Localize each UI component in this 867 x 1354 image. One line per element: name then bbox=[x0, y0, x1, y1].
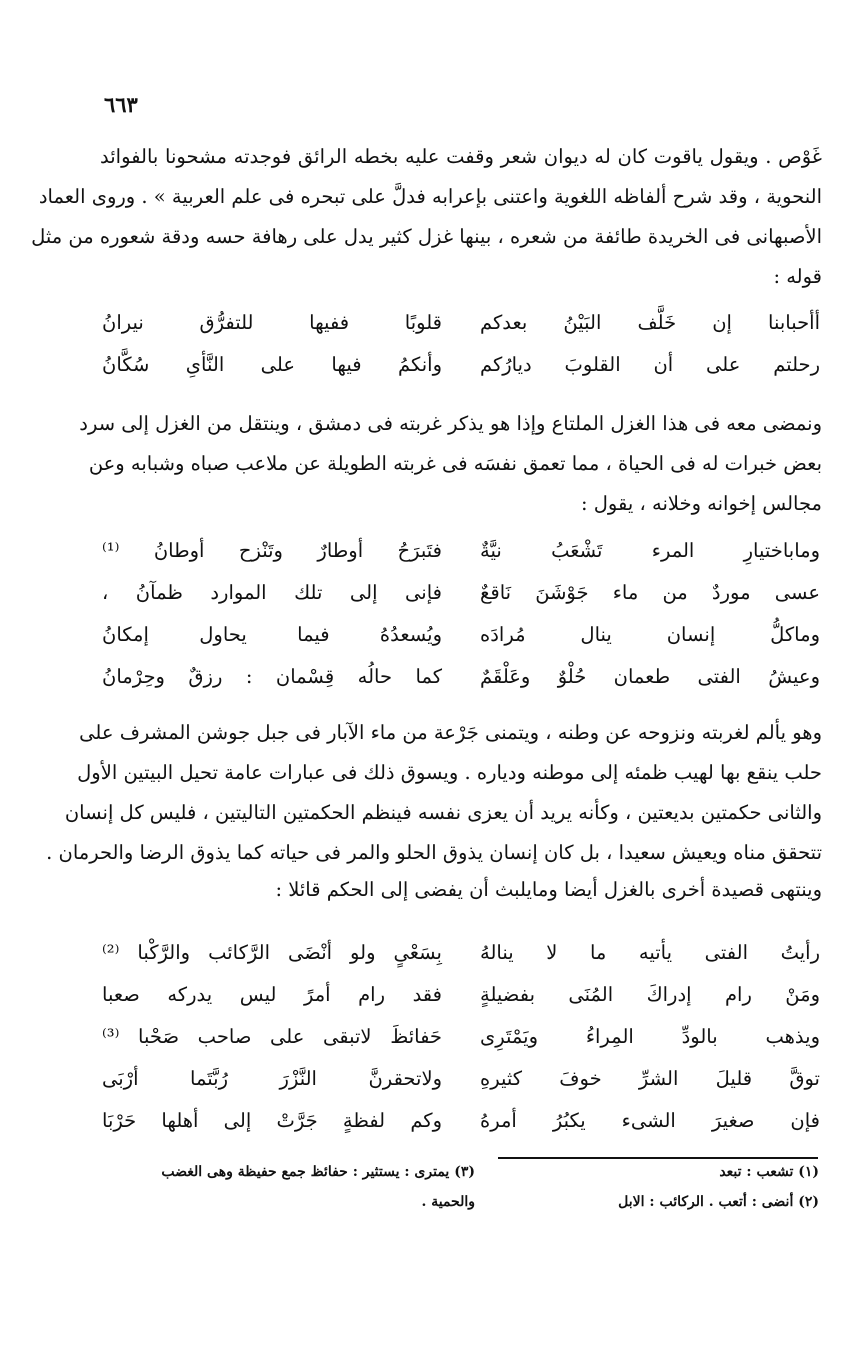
verse-first-hemistich: ومَنْ رام إدراكَ المُنَى بفضيلةٍ bbox=[480, 983, 820, 1006]
footnote-1: (١) تشعب : تبعد bbox=[719, 1164, 819, 1180]
verse-second-hemistich: بِسَعْىٍ ولو أنْضَى الرَّكائب والرَّكْبا ⁽²⁾ bbox=[102, 941, 442, 964]
paragraph-2 bbox=[79, 404, 822, 524]
verse-row bbox=[100, 302, 822, 344]
verse-row bbox=[100, 1016, 822, 1058]
verse-first-hemistich: ويذهب بالودِّ المِراءُ ويَمْتَرِى bbox=[480, 1025, 820, 1048]
text-line: قوله : bbox=[773, 265, 822, 288]
verse-second-hemistich: فتَبرَحُ أوطارٌ وتَنْزح أوطانُ ⁽¹⁾ bbox=[102, 539, 442, 562]
verse-second-hemistich: فقد رام أمرً ليس يدركه صعبا bbox=[102, 983, 442, 1006]
paragraph-3 bbox=[46, 713, 822, 907]
verse-first-hemistich: وماباختيارِ المرء تَشْعَبُ نيَّةٌ bbox=[480, 539, 820, 562]
verse-row bbox=[100, 1100, 822, 1142]
text-line: وهو يألم لغربته ونزوحه عن وطنه ، ويتمنى جَرْعة من ماء الآبار فى جبل جوشن المشرف على bbox=[79, 721, 822, 744]
text-line: والثانى حكمتين بديعتين ، وكأنه يريد أن يعزى نفسه فينظم الحكمتين التاليتين ، فليس كل إنسان bbox=[64, 801, 822, 824]
verse-second-hemistich: وأنكمُ فيها على النَّأىِ سُكَّانُ bbox=[102, 353, 442, 376]
page-number: ٦٦٣ bbox=[104, 92, 138, 117]
verse-first-hemistich: وعيشُ الفتى طعمان حُلْوٌ وعَلْقَمٌ bbox=[480, 665, 820, 688]
footnote-2: (٢) أنضى : أتعب . الركائب : الابل bbox=[618, 1194, 819, 1210]
verse-second-hemistich: وكم لفظةٍ جَرَّتْ إلى أهلها حَرْبَا bbox=[102, 1109, 442, 1132]
verse-first-hemistich: توقَّ قليلَ الشرِّ خوفَ كثيرهِ bbox=[480, 1067, 820, 1090]
verse-second-hemistich: ويُسعدُهُ فيما يحاول إمكانُ bbox=[102, 623, 442, 646]
verse-first-hemistich: رحلتم على أن القلوبَ ديارُكم bbox=[480, 353, 820, 376]
verse-second-hemistich: حَفائظَ لاتبقى على صاحب صَحْبا ⁽³⁾ bbox=[102, 1025, 442, 1048]
verse-row bbox=[100, 1058, 822, 1100]
verse-first-hemistich: رأيتُ الفتى يأتيه ما لا ينالهُ bbox=[480, 941, 820, 964]
text-line: غَوْص . ويقول ياقوت كان له ديوان شعر وقفت عليه بخطه الرائق فوجدته مشحونا بالفوائد bbox=[100, 145, 822, 168]
verse-first-hemistich: فإن صغيرَ الشىء يكبُرُ أمرهُ bbox=[480, 1109, 820, 1132]
verse-row bbox=[100, 572, 822, 614]
verse-first-hemistich: أأحبابنا إن خَلَّف البَيْنُ بعدكم bbox=[480, 311, 820, 334]
text-line: الأصبهانى فى الخريدة طائفة من شعره ، بينها غزل كثير يدل على رهافة حسه ودقة شعوره من مثل bbox=[31, 225, 822, 248]
verse-first-hemistich: وماكلُّ إنسان ينال مُرادَه bbox=[480, 623, 820, 646]
paragraph-1 bbox=[31, 137, 822, 297]
verse-second-hemistich: ولاتحقرنَّ النَّزْرَ رُبَّتَما أرْبَى bbox=[102, 1067, 442, 1090]
verse-second-hemistich: فإنى إلى تلك الموارد ظمآنُ ، bbox=[102, 581, 442, 604]
poem-1 bbox=[100, 302, 822, 386]
poem-3 bbox=[100, 932, 822, 1142]
verse-row bbox=[100, 344, 822, 386]
verse-row bbox=[100, 614, 822, 656]
text-line: حلب ينقع بها لهيب ظمئه إلى موطنه ودياره . ويسوق ذلك فى عبارات عامة تحيل البيتين الأول bbox=[77, 761, 822, 784]
verse-row bbox=[100, 656, 822, 698]
verse-second-hemistich: كما حالُه قِسْمان : رزقٌ وحِرْمانُ bbox=[102, 665, 442, 688]
text-line: النحوية ، وقد شرح ألفاظه اللغوية واعتنى بإعرابه فدلَّ على تبحره فى علم العربية » . وروى العماد bbox=[38, 185, 822, 208]
footnote-3-continued: والحمية . bbox=[421, 1194, 475, 1210]
text-line: مجالس إخوانه وخلانه ، يقول : bbox=[581, 492, 822, 515]
verse-row bbox=[100, 530, 822, 572]
text-line: وينتهى قصيدة أخرى بالغزل أيضا ومايلبث أن يفضى إلى الحكم قائلا : bbox=[275, 878, 822, 901]
verse-row bbox=[100, 932, 822, 974]
verse-second-hemistich: قلوبًا ففيها للتفرُّق نيرانُ bbox=[102, 311, 442, 334]
verse-first-hemistich: عسى موردٌ من ماء جَوْشَنَ نَاقعٌ bbox=[480, 581, 820, 604]
verse-row bbox=[100, 974, 822, 1016]
text-line: تتحقق مناه ويعيش سعيدا ، بل كان إنسان يذوق الحلو والمر فى حياته كما يذوق الرضا والحرمان . bbox=[46, 841, 822, 864]
text-line: بعض خبرات له فى الحياة ، مما تعمق نفسَه فى غربته الطويلة عن ملاعب صباه وشبابه وعن bbox=[88, 452, 822, 475]
footnote-3: (٣) يمترى : يستثير : حفائظ جمع حفيظة وهى الغضب bbox=[161, 1164, 475, 1180]
text-line: ونمضى معه فى هذا الغزل الملتاع وإذا هو يذكر غربته فى دمشق ، وينتقل من الغزل إلى سرد bbox=[79, 412, 822, 435]
poem-2 bbox=[100, 530, 822, 698]
